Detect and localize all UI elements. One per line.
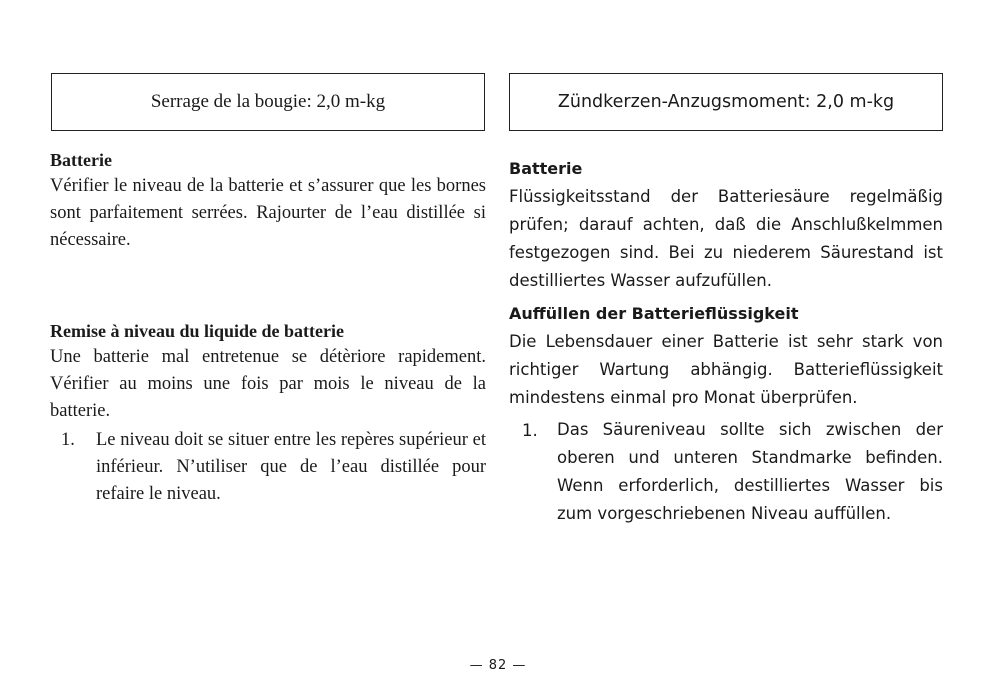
battery-heading-de: Batterie (509, 159, 583, 178)
list-item-text: Le niveau doit se situer entre les repères supérieur et inférieur. N’utiliser que de l’eau distillée pour refaire le niveau. (96, 430, 486, 504)
list-item (50, 427, 486, 508)
battery-text-fr: Vérifier le niveau de la batterie et s’assurer que les bornes sont parfaitement serrées. Rajourter de l’eau distillée si nécessaire. (50, 176, 486, 250)
battery-section-fr (50, 147, 486, 254)
battery-refill-text-de: Die Lebensdauer einer Batterie ist sehr stark von richtiger Wartung abhängig. Batterieflüssigkeit mindestens einmal pro Monat überprüfen. (509, 332, 943, 407)
battery-refill-heading-fr: Remise à niveau du liquide de batterie (50, 321, 345, 341)
battery-text-de: Flüssigkeitsstand der Batteriesäure regelmäßig prüfen; darauf achten, daß die Anschlußkelmmen festgezogen sind. Bei zu niederem Säurestand ist destilliertes Wasser aufzufüllen. (509, 187, 943, 290)
battery-section-de (509, 155, 943, 295)
list-item-text: Das Säureniveau sollte sich zwischen der oberen und unteren Standmarke befinden. Wenn erforderlich, destilliertes Wasser bis zum vorgeschriebenen Niveau auffüllen. (557, 420, 943, 523)
battery-heading-fr: Batterie (50, 150, 112, 170)
spark-plug-torque-box-fr (51, 73, 485, 131)
battery-refill-section-fr (50, 318, 486, 508)
list-item-number: 1. (522, 421, 538, 440)
list-item-number: 1. (61, 430, 75, 450)
battery-refill-text-fr: Une batterie mal entretenue se détèriore rapidement. Vérifier au moins une fois par mois le niveau de la batterie. (50, 347, 486, 421)
list-item (509, 416, 943, 528)
spark-plug-torque-text-fr: Serrage de la bougie: 2,0 m-kg (150, 91, 386, 112)
spark-plug-torque-text-de: Zündkerzen-Anzugsmoment: 2,0 m-kg (557, 92, 895, 112)
spark-plug-torque-box-de (509, 73, 943, 131)
battery-refill-section-de (509, 300, 943, 528)
battery-refill-heading-de: Auffüllen der Batterieflüssigkeit (509, 304, 799, 323)
page-number: — 82 — (469, 658, 527, 673)
